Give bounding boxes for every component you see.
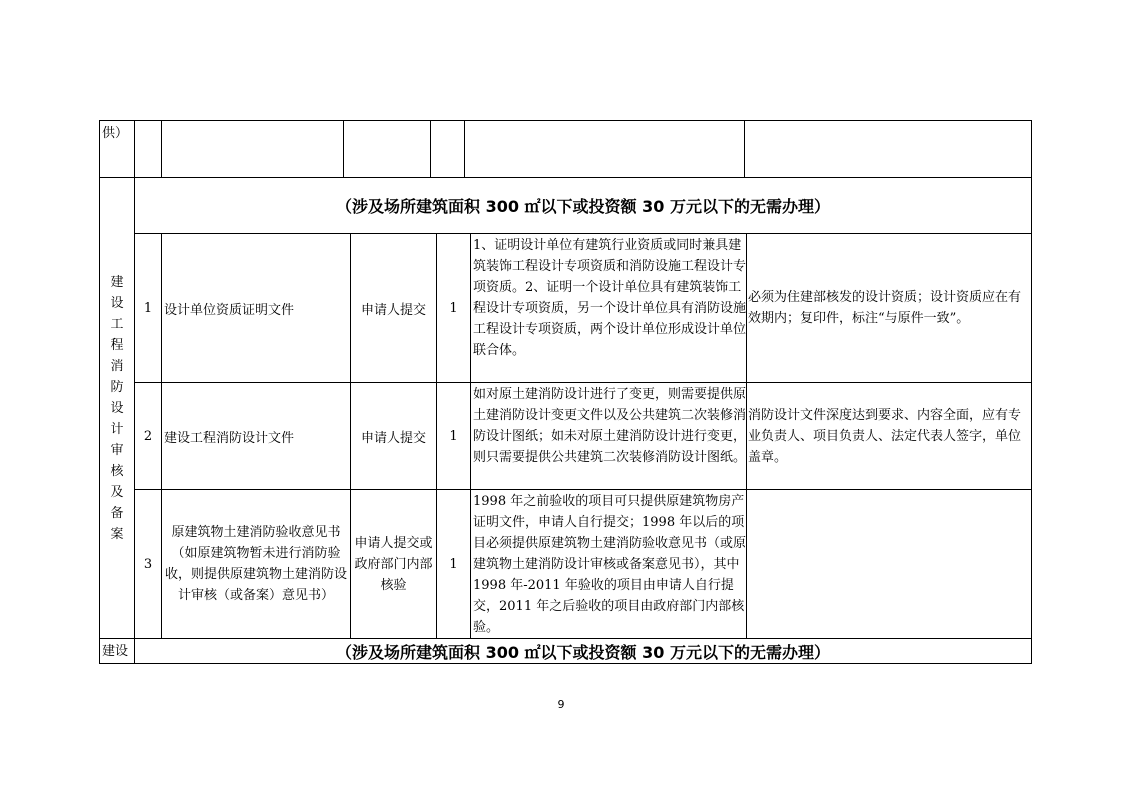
row2-material: 建设工程消防设计文件 <box>161 382 351 490</box>
row1-requirement-cell <box>746 233 1032 383</box>
row3-detail: 1998 年之前验收的项目可只提供原建筑物房产证明文件，申请人自行提交；1998 年以后的项目必须提供原建筑物土建消防验收意见书（或原建筑物土建消防设计审核或备案意见书），其中 1998 年-2011 年验收的项目由申请人自行提交，2011 年之后验收的项目由政府部门内部核验。 <box>473 494 747 635</box>
row2-num: 2 <box>134 382 162 490</box>
row2-requirement: 消防设计文件深度达到要求、内容全面，应有专业负责人、项目负责人、法定代表人签字，单位盖章。 <box>748 407 1022 465</box>
row3-source-cell <box>350 489 437 639</box>
row3-detail-cell <box>470 489 747 639</box>
section1-side-label: 建设工程消防设计审核及备案 <box>110 274 124 542</box>
row1-requirement: 必须为住建部核发的设计资质；设计资质应在有效期内；复印件，标注“与原件一致”。 <box>748 290 1022 326</box>
row2-requirement-cell <box>746 382 1032 490</box>
section1-banner: （涉及场所建筑面积 300 ㎡以下或投资额 30 万元以下的无需办理） <box>134 177 1032 234</box>
row1-detail: 1、证明设计单位有建筑行业资质或同时兼具建筑装饰工程设计专项资质和消防设施工程设计专项资质。2、证明一个设计单位具有建筑装饰工程设计专项资质，另一个设计单位具有消防设施工程设计专项资质，两个设计单位形成设计单位联合体。 <box>473 238 747 358</box>
section2-side-label: 建设 <box>102 644 129 659</box>
top-row-text: 供） <box>102 126 129 141</box>
top-row-cell-4 <box>343 120 431 178</box>
row2-copies: 1 <box>436 382 471 490</box>
section2-side-label-cell <box>99 638 135 664</box>
section1-side-label-cell <box>99 177 135 639</box>
row1-source: 申请人提交 <box>350 233 437 383</box>
row3-source: 申请人提交或政府部门内部核验 <box>354 535 433 593</box>
row2-source: 申请人提交 <box>350 382 437 490</box>
top-row-cell-1 <box>99 120 135 178</box>
row3-material: 原建筑物土建消防验收意见书（如原建筑物暂未进行消防验收，则提供原建筑物土建消防设计审核（或备案）意见书） <box>165 525 348 603</box>
top-row-cell-6 <box>464 120 745 178</box>
top-row-cell-7 <box>744 120 1032 178</box>
row1-num: 1 <box>134 233 162 383</box>
top-row-cell-2 <box>134 120 162 178</box>
top-row-cell-3 <box>161 120 344 178</box>
top-row-cell-5 <box>430 120 465 178</box>
row2-detail: 如对原土建消防设计进行了变更，则需要提供原土建消防设计变更文件以及公共建筑二次装修消防设计图纸；如未对原土建消防设计进行变更，则只需要提供公共建筑二次装修消防设计图纸。 <box>473 387 747 465</box>
row3-num: 3 <box>134 489 162 639</box>
page-number: 9 <box>557 698 565 711</box>
row1-copies: 1 <box>436 233 471 383</box>
row1-detail-cell <box>470 233 747 383</box>
row2-detail-cell <box>470 382 747 490</box>
section2-banner: （涉及场所建筑面积 300 ㎡以下或投资额 30 万元以下的无需办理） <box>134 638 1032 664</box>
row1-material: 设计单位资质证明文件 <box>161 233 351 383</box>
row3-copies: 1 <box>436 489 471 639</box>
row3-material-cell <box>161 489 351 639</box>
row3-requirement-cell <box>746 489 1032 639</box>
